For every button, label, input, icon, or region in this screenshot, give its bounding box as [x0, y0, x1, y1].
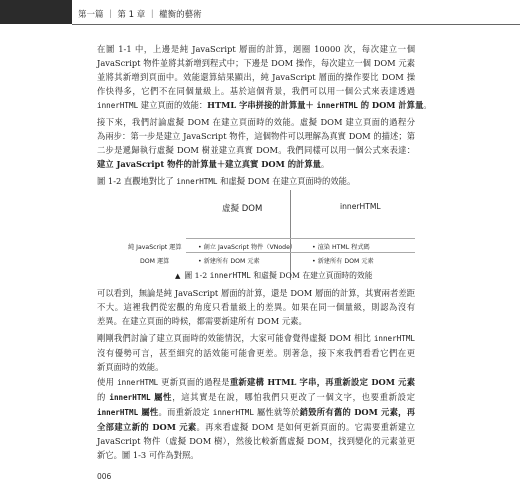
text-line: 二步是遞歸執行虛擬 DOM 樹並建立真實 DOM。我們同樣可以用一個公式來表達： — [97, 145, 415, 155]
caption-text: 和虛擬 DOM 在建立頁面時的效能 — [250, 271, 373, 280]
text-run: 的 — [97, 392, 110, 402]
bold-text: 重新建構 HTML 字串，再重新設定 DOM 元素 — [229, 377, 416, 387]
text-line: 在圖 1-1 中，上邊是純 JavaScript 層面的計算，迴圈 10000 次，每次建立一個 — [97, 44, 415, 54]
text-line: 差異。在建立頁面的時候，都需要新建所有 DOM 元素。 — [97, 316, 307, 326]
text-line: 為兩步：第一步是建立 JavaScript 物件，這個物件可以理解為真實 DOM 的描述；第 — [97, 131, 415, 141]
bold-text: 銷毀所有舊的 DOM 元素，再 — [299, 407, 415, 417]
bold-text — [97, 407, 158, 417]
text-line — [97, 174, 415, 189]
paragraph-5 — [97, 331, 415, 374]
text-line — [97, 390, 415, 405]
header-bar — [0, 0, 72, 24]
text-run: 。 — [423, 100, 432, 110]
column-header-innerhtml: innerHTML — [340, 202, 381, 211]
text-line: 可以看到，無論是純 JavaScript 層面的計算，還是 DOM 層面的計算，其實兩者差距 — [97, 288, 415, 298]
text-line — [97, 331, 415, 346]
text-run: ，這其實是在說，哪怕我們只更改了一個文字，也要重新設定 — [172, 392, 416, 402]
column-header-vdom: 虛擬 DOM — [222, 204, 263, 214]
column-divider — [290, 190, 291, 280]
header-rule — [72, 24, 520, 25]
text-line — [97, 405, 415, 420]
text-run: 和虛擬 DOM 在建立頁面時的效能。 — [217, 176, 356, 186]
page-number: 006 — [97, 472, 112, 481]
text-line: 新它。圖 1-3 可作為對照。 — [97, 450, 199, 460]
text-run: 。再來看虛擬 DOM 是如何更新頁面的。它需要重新建立 — [196, 422, 415, 432]
code-term: innerHTML — [316, 101, 358, 110]
text-run: 的 DOM 計算量 — [357, 100, 424, 110]
cell-inner-js: • 渲染 HTML 程式碼 — [312, 244, 370, 251]
figure-caption — [175, 270, 373, 281]
text-run: 。 — [320, 159, 330, 169]
text-run: 屬性就等於 — [253, 407, 300, 417]
bold-formula — [207, 100, 423, 110]
code-term: innerHTML — [109, 393, 151, 402]
caption-label: 圖 1-2 — [184, 271, 208, 280]
code-term: innerHTML — [373, 334, 415, 343]
text-run: 使用 — [97, 377, 118, 387]
header-title: 第一篇 ｜ 第 1 章 ｜ 權衡的藝術 — [78, 10, 202, 20]
row-label-js: 純 JavaScript 運算 — [128, 244, 182, 251]
code-term: innerHTML — [97, 101, 139, 110]
code-term: innerHTML — [97, 408, 139, 417]
paragraph-6 — [97, 375, 415, 462]
text-run: 圖 1-2 直觀地對比了 — [97, 176, 177, 186]
text-line: 不大。這裡我們從宏觀的角度只看量級上的差異。如果在同一個量級，則認為沒有 — [97, 302, 415, 312]
text-line: 並將其新增到頁面中。效能還算結果顯出，純 JavaScript 層面的操作要比 DOM 操 — [97, 72, 415, 82]
text-line — [97, 157, 415, 171]
cell-inner-dom: • 新建所有 DOM 元素 — [312, 258, 374, 265]
triangle-icon: ▲ — [175, 272, 181, 280]
paragraph-1 — [97, 42, 432, 113]
text-line — [97, 420, 415, 434]
text-run: 。而重新設定 — [158, 407, 213, 417]
code-term: innerHTML — [117, 378, 159, 387]
text-line: 新頁面時的效能。 — [97, 362, 164, 372]
running-header — [0, 0, 520, 30]
code-term: innerHTML — [209, 271, 251, 280]
text-run: 更新頁面的過程是 — [158, 377, 230, 387]
text-run: 屬性 — [138, 407, 159, 417]
text-run: 屬性 — [150, 392, 173, 402]
code-term: innerHTML — [176, 177, 218, 186]
paragraph-2 — [97, 115, 415, 171]
text-line: 作快得多，它們不在同個量級上。基於這個背景，我們可以用一個公式來表達透過 — [97, 86, 415, 96]
text-line: JavaScript 物件並將其新增到程式中；下邊是 DOM 操作，每次建立一個 DOM 元素 — [97, 58, 415, 68]
row-divider — [186, 238, 415, 239]
text-line — [97, 375, 415, 390]
text-run: HTML 字串拼接的計算量＋ — [207, 100, 317, 110]
text-line: JavaScript 物件（虛擬 DOM 樹），然後比較新舊虛擬 DOM，找到變化的元素並更 — [97, 436, 415, 446]
text-run: 剛剛我們討論了建立頁面時的效能情況，大家可能會覺得虛擬 DOM 相比 — [97, 333, 374, 343]
figure-comparison-table — [100, 190, 415, 280]
text-line — [97, 98, 432, 113]
bold-text: 全部建立新的 DOM 元素 — [97, 422, 197, 432]
text-line: 接下來，我們討論虛擬 DOM 在建立頁面時的效能。虛擬 DOM 建立頁面的過程分 — [97, 117, 415, 127]
paragraph-4 — [97, 286, 415, 328]
bold-text — [109, 392, 172, 402]
cell-vdom-dom: • 新建所有 DOM 元素 — [198, 258, 260, 265]
text-run: 建立頁面的效能： — [138, 100, 208, 110]
text-line: 沒有優勢可言，甚至細究的話效能可能會更差。別著急，接下來我們看看它們在更 — [97, 348, 415, 358]
cell-vdom-js: • 創立 JavaScript 物件（VNode） — [198, 244, 297, 251]
row-divider — [186, 252, 415, 253]
bold-formula: 建立 JavaScript 物件的計算量＋建立真實 DOM 的計算量 — [97, 159, 321, 169]
code-term: innerHTML — [212, 408, 254, 417]
paragraph-3 — [97, 174, 415, 189]
row-label-dom: DOM 運算 — [140, 258, 170, 265]
